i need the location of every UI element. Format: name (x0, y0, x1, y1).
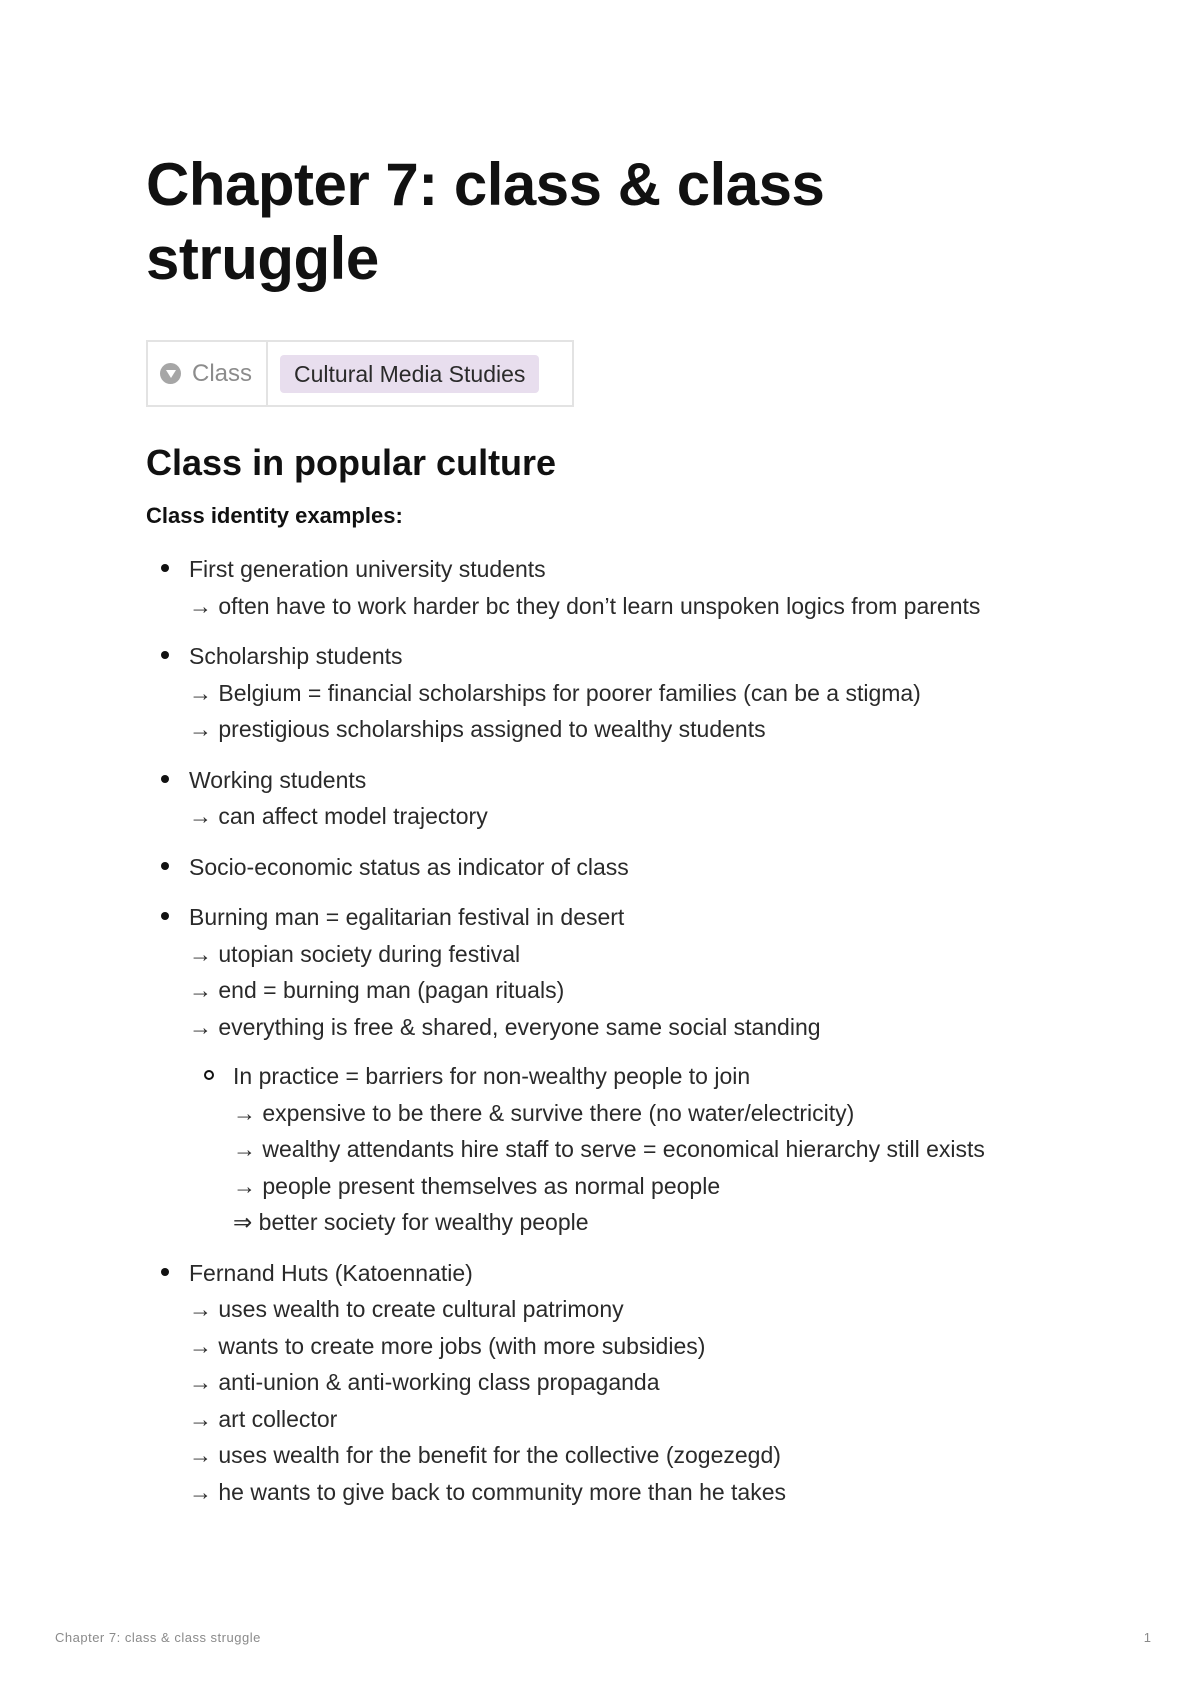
list-item-text: Socio-economic status as indicator of class (189, 853, 629, 880)
list-item (146, 551, 1046, 624)
bullet-icon (161, 912, 169, 920)
list-item (146, 1255, 1046, 1511)
list-item (146, 899, 1046, 1241)
nested-item-text: In practice = barriers for non-wealthy people to join (233, 1063, 751, 1089)
list-item (146, 849, 1046, 886)
bullet-icon (161, 1268, 169, 1276)
list-item-detail: → uses wealth for the benefit for the collective (zogezegd) (189, 1442, 781, 1468)
bullet-icon (161, 651, 169, 659)
page-title: Chapter 7: class & class struggle (146, 151, 825, 292)
list-item-text: Scholarship students (189, 643, 403, 669)
hollow-bullet-icon (204, 1070, 214, 1080)
bullet-icon (161, 564, 169, 572)
list-item-text: Working students (189, 766, 367, 793)
list-item-detail: → often have to work harder bc they don’t learn unspoken logics from parents (189, 592, 981, 619)
list-item-detail: → can affect model trajectory (189, 803, 488, 829)
nested-list (189, 1058, 1046, 1241)
nested-item-detail: → expensive to be there & survive there (no water/electricity) (233, 1099, 855, 1126)
list-item-text: First generation university students (189, 556, 546, 582)
property-name: Class (192, 359, 253, 387)
list-item (146, 762, 1046, 835)
list-item-text: Burning man = egalitarian festival in desert (189, 904, 625, 930)
bullet-list (146, 551, 1046, 1524)
list-item-detail: → wants to create more jobs (with more subsidies) (189, 1332, 706, 1359)
list-item (146, 638, 1046, 748)
nested-item-detail: → wealthy attendants hire staff to serve = economical hierarchy still exists (233, 1136, 985, 1162)
property-name-cell (148, 342, 268, 405)
list-item-detail: → anti-union & anti-working class propaganda (189, 1369, 660, 1395)
list-item-detail: → art collector (189, 1405, 338, 1432)
nested-item-detail: → people present themselves as normal people (233, 1172, 721, 1199)
bullet-icon (161, 862, 169, 870)
list-item-detail: → he wants to give back to community more than he takes (189, 1478, 787, 1505)
class-icon (160, 363, 181, 384)
section-heading: Class in popular culture (146, 442, 557, 483)
list-item-detail: → end = burning man (pagan rituals) (189, 977, 565, 1003)
page-number: 1 (1143, 1630, 1151, 1645)
property-row (146, 340, 574, 407)
list-item-detail: → everything is free & shared, everyone same social standing (189, 1013, 821, 1040)
bullet-icon (161, 775, 169, 783)
nested-item-detail: ⇒ better society for wealthy people (233, 1209, 589, 1235)
footer-title: Chapter 7: class & class struggle (55, 1630, 261, 1645)
class-tag: Cultural Media Studies (280, 355, 539, 393)
nested-list-item (189, 1058, 1046, 1241)
list-item-detail: → Belgium = financial scholarships for poorer families (can be a stigma) (189, 679, 921, 706)
list-item-text: Fernand Huts (Katoennatie) (189, 1259, 473, 1286)
list-item-detail: → prestigious scholarships assigned to wealthy students (189, 716, 766, 742)
property-value-cell (268, 355, 539, 393)
list-item-detail: → uses wealth to create cultural patrimony (189, 1296, 624, 1322)
list-item-detail: → utopian society during festival (189, 940, 521, 967)
subheading: Class identity examples: (146, 503, 403, 528)
